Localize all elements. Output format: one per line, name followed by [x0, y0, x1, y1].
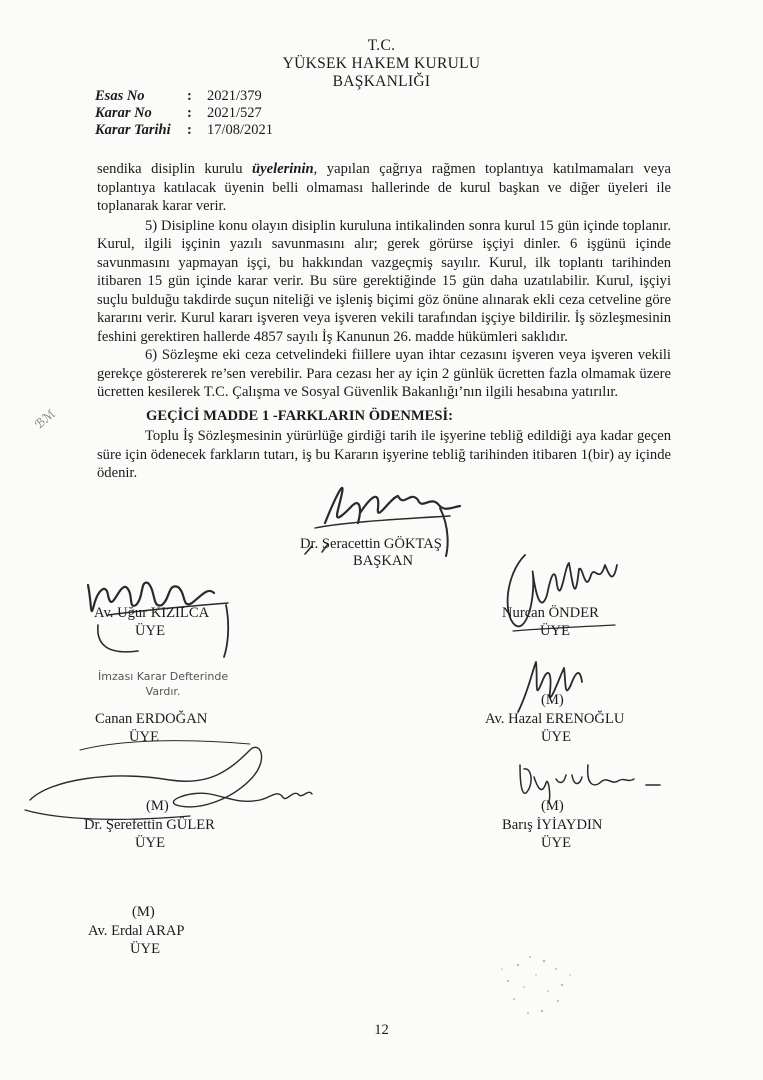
erdogan-name: Canan ERDOĞAN	[95, 711, 208, 727]
decision-body	[97, 160, 671, 402]
onder-name: Nurcan ÖNDER	[502, 605, 599, 621]
arap-name: Av. Erdal ARAP	[88, 923, 185, 939]
tarih-label: Karar Tarihi	[95, 122, 171, 138]
erenoglu-name: Av. Hazal ERENOĞLU	[485, 711, 625, 727]
baskan-name: Dr. Seracettin GÖKTAŞ	[300, 536, 442, 552]
page-number: 12	[374, 1022, 389, 1038]
iyiaydin-m: (M)	[541, 798, 564, 814]
stamp-line-1: İmzası Karar Defterinde	[98, 670, 229, 683]
karar-label: Karar No	[95, 105, 152, 121]
p1-emphasis: üyelerinin	[252, 161, 314, 177]
erenoglu-role: ÜYE	[541, 729, 571, 745]
karar-value: 2021/527	[207, 105, 262, 121]
guler-role: ÜYE	[135, 835, 165, 851]
header-tc: T.C.	[367, 37, 396, 54]
esas-value: 2021/379	[207, 88, 262, 104]
iyiaydin-name: Barış İYİAYDIN	[502, 817, 603, 833]
esas-row	[95, 88, 273, 105]
guler-m: (M)	[146, 798, 169, 814]
stamp-karar-defteri	[98, 669, 228, 699]
erdogan-role: ÜYE	[129, 729, 159, 745]
karar-row	[95, 105, 273, 122]
paragraph-6: 6) Sözleşme eki ceza cetvelindeki fiillere uyan ihtar cezasını işveren veya işveren vekili gerekçe göstererek re’sen verebilir. Para cezası her ay için 2 günlük ücretten fazla olmamak üzere ücretten kesilerek T.C. Çalışma ve Sosyal Güvenlik Bakanlığı’nın ilgili hesabına yatırılır.	[97, 347, 671, 400]
onder-role: ÜYE	[540, 623, 570, 639]
faint-seal	[478, 935, 588, 1035]
header-institution: YÜKSEK HAKEM KURULU	[282, 55, 481, 72]
paragraph-gecici: Toplu İş Sözleşmesinin yürürlüğe girdiği tarih ile işyerine tebliğ edildiği aya kadar geçen süre için ödenecek farkların tutarı, iş bu Kararın işyerine tebliğ tarihinden itibaren 1(bir) ay içinde ödenir.	[97, 428, 671, 481]
signature-iyiaydin	[512, 755, 672, 805]
colon: :	[187, 105, 192, 121]
colon: :	[187, 122, 192, 138]
gecici-madde-title: GEÇİCİ MADDE 1 -FARKLARIN ÖDENMESİ:	[146, 408, 454, 424]
guler-name: Dr. Şerefettin GÜLER	[84, 817, 215, 833]
arap-m: (M)	[132, 904, 155, 920]
baskan-role: BAŞKAN	[353, 553, 414, 569]
paragraph-continuation	[97, 160, 671, 216]
paragraph-5: 5) Disipline konu olayın disiplin kuruluna intikalinden sonra kurul 15 gün içinde toplanır. Kurul, ilgili işçinin yazılı savunmasını alır; gerek görürse işçiyi dinler. 6 işgünü içinde savunmasını yapmayan işçi, bu hakkından vazgeçmiş sayılır. Kurul, ilk toplantı tarihinden itibaren 15 gün içinde karar verir. Bu süre gerektiğinde 15 gün daha uzatılabilir. Kurul, işçiyi suçlu bulduğu takdirde suçun niteliği ve işleniş biçimi göz önüne alınarak ekli ceza cetveline göre kararını verir. Kurul kararı işveren veya işveren vekili tarafından işçiye bildirilir. İş sözleşmesinin feshini gerektiren hallerde 4857 sayılı İş Kanunun 26. madde hükümleri saklıdır.	[97, 217, 671, 345]
colon: :	[187, 88, 192, 104]
p1-start: sendika disiplin kurulu	[97, 161, 253, 177]
p1-rest: , yapılan çağrıya rağmen toplantıya katılmamaları veya toplantıya katılacak üyenin belli olmaması hallerinde de kurul başkan ve diğer üyeleri ile toplanarak karar verir.	[97, 161, 671, 214]
header-office: BAŞKANLIĞI	[332, 73, 431, 90]
margin-initials: ℬℳ	[32, 406, 59, 432]
case-meta	[95, 88, 273, 139]
kizilca-name: Av. Uğur KIZILCA	[94, 605, 210, 621]
esas-label: Esas No	[95, 88, 145, 104]
kizilca-role: ÜYE	[135, 623, 165, 639]
iyiaydin-role: ÜYE	[541, 835, 571, 851]
erenoglu-m: (M)	[541, 692, 564, 708]
arap-role: ÜYE	[130, 941, 160, 957]
tarih-value: 17/08/2021	[207, 122, 274, 138]
tarih-row	[95, 122, 273, 139]
stamp-line-2: Vardır.	[145, 685, 181, 698]
